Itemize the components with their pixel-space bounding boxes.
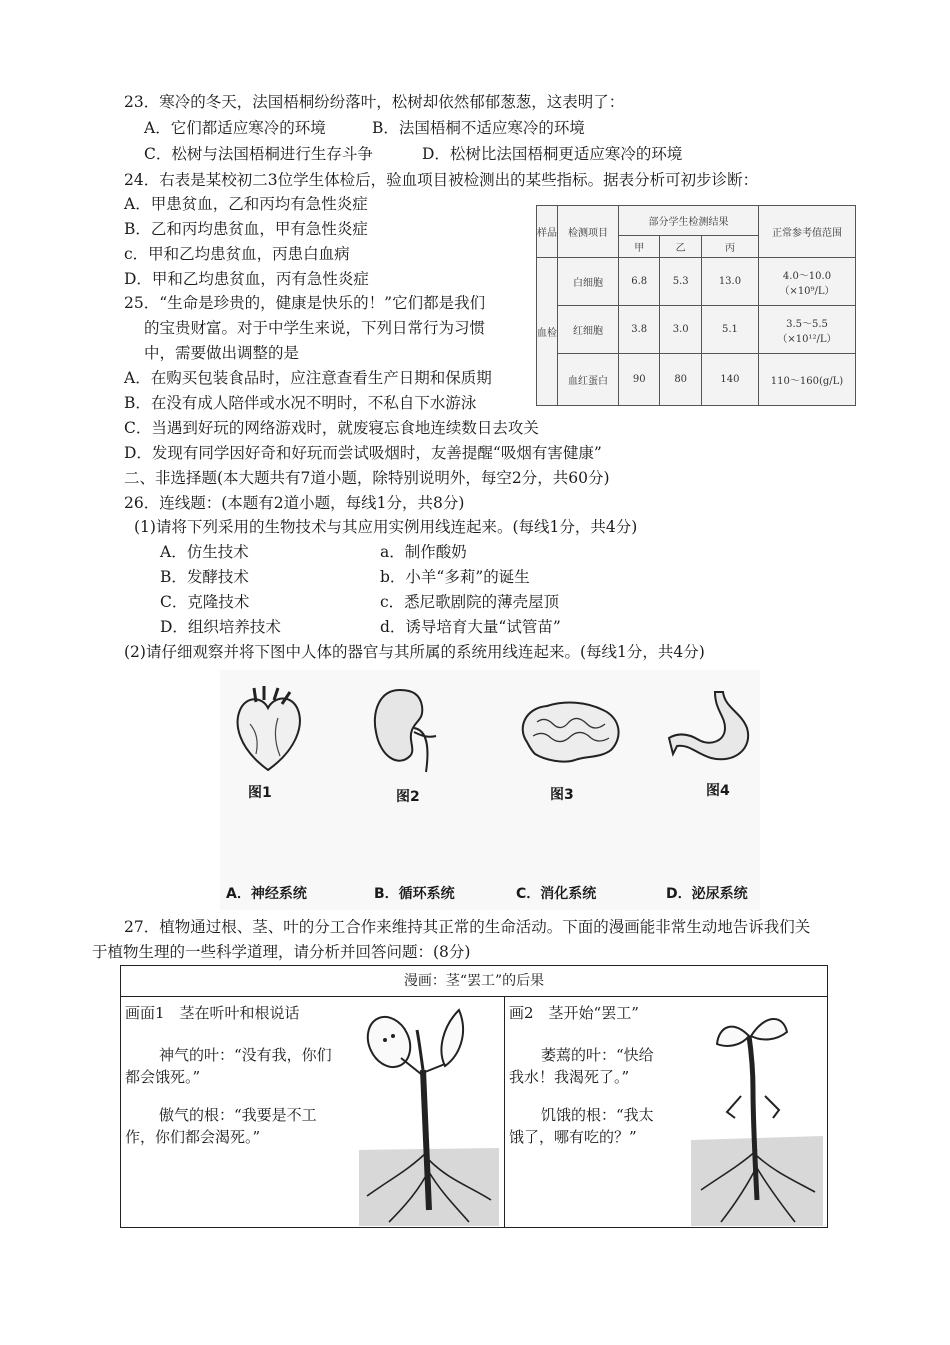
comic-divider <box>504 996 505 1228</box>
ref-value: 4.0～10.0 <box>782 270 832 282</box>
ref-value: 3.5～5.5 <box>786 318 828 330</box>
q25-option-d: D．发现有同学因好奇和好玩而尝试吸烟时，友善提醒“吸烟有害健康” <box>124 444 602 462</box>
q24-stem: 24．右表是某校初二3位学生体检后，验血项目被检测出的某些指标。据表分析可初步诊断： <box>124 171 759 189</box>
th-results: 部分学生检测结果 <box>619 206 759 236</box>
th-ref: 正常参考值范围 <box>759 206 856 258</box>
row-name: 红细胞 <box>558 306 619 354</box>
q26-left-d: D．组织培养技术 <box>160 618 281 636</box>
cell-yi: 80 <box>660 354 701 406</box>
cell-jia: 90 <box>619 354 660 406</box>
row-name: 血红蛋白 <box>558 354 619 406</box>
cell-jia: 6.8 <box>619 258 660 306</box>
figure-2-label: 图2 <box>396 789 420 805</box>
q25-option-b: B．在没有成人陪伴或水况不明时，不私自下水游泳 <box>124 394 477 412</box>
panel1-line2: 都会饿死。” <box>125 1068 201 1086</box>
stomach-icon <box>665 688 755 768</box>
th-item: 检测项目 <box>558 206 619 258</box>
th-sample: 样品 <box>537 206 558 258</box>
q23-stem: 23．寒冷的冬天，法国梧桐纷纷落叶，松树却依然郁郁葱葱，这表明了： <box>124 93 625 111</box>
cell-ref <box>759 258 856 306</box>
cell-bing: 140 <box>701 354 758 406</box>
cell-yi: 5.3 <box>660 258 701 306</box>
panel2-line4: 饿了，哪有吃的？” <box>509 1128 637 1146</box>
q23-option-a: A．它们都适应寒冷的环境 <box>144 119 326 137</box>
q25-stem-line3: 中，需要做出调整的是 <box>144 344 300 362</box>
system-b-label: B．循环系统 <box>374 886 455 902</box>
th-yi: 乙 <box>660 236 701 258</box>
q23-option-d: D．松树比法国梧桐更适应寒冷的环境 <box>422 145 683 163</box>
proud-plant-illustration <box>359 1000 499 1226</box>
cell-yi: 3.0 <box>660 306 701 354</box>
q27-stem-line2: 于植物生理的一些科学道理，请分析并回答问题：(8分) <box>92 943 471 961</box>
q24-option-b: B．乙和丙均患贫血，甲有急性炎症 <box>124 220 368 238</box>
q23-option-c: C．松树与法国梧桐进行生存斗争 <box>144 145 373 163</box>
q25-stem-line1: 25．“生命是珍贵的，健康是快乐的！”它们都是我们 <box>124 294 486 312</box>
q23-option-b: B．法国梧桐不适应寒冷的环境 <box>372 119 585 137</box>
q24-option-d: D．甲和乙均患贫血，丙有急性炎症 <box>124 270 369 288</box>
panel1-line4: 作，你们都会渴死。” <box>125 1128 261 1146</box>
q26-right-c: c．悉尼歌剧院的薄壳屋顶 <box>380 593 560 611</box>
q26-sub1: (1)请将下列采用的生物技术与其应用实例用线连起来。(每线1分，共4分) <box>134 518 638 536</box>
cell-ref: 110～160(g/L) <box>759 354 856 406</box>
cell-jia: 3.8 <box>619 306 660 354</box>
brain-icon <box>515 698 625 768</box>
row-name: 白细胞 <box>558 258 619 306</box>
figure-1-label: 图1 <box>248 785 272 801</box>
system-c-label: C．消化系统 <box>516 886 597 902</box>
blood-test-table <box>536 205 856 406</box>
panel1-line1: 神气的叶：“没有我，你们 <box>159 1046 332 1064</box>
figure-3-label: 图3 <box>550 787 574 803</box>
cell-ref <box>759 306 856 354</box>
q26-right-b: b．小羊“多莉”的诞生 <box>380 568 530 586</box>
ref-unit: （×10¹²/L） <box>777 333 837 345</box>
kidney-icon <box>370 684 440 774</box>
comic-title: 漫画：茎“罢工”的后果 <box>121 966 827 997</box>
comic-box <box>120 965 828 1228</box>
system-a-label: A．神经系统 <box>226 886 307 902</box>
cell-bing: 5.1 <box>701 306 758 354</box>
heart-icon <box>228 684 308 774</box>
panel2-line3: 饥饿的根：“我太 <box>541 1106 654 1124</box>
q26-left-b: B．发酵技术 <box>160 568 249 586</box>
th-jia: 甲 <box>619 236 660 258</box>
q25-stem-line2: 的宝贵财富。对于中学生来说，下列日常行为习惯 <box>144 319 486 337</box>
q26-right-a: a．制作酸奶 <box>380 543 467 561</box>
group-label: 血检 <box>537 258 558 406</box>
q25-option-a: A．在购买包装食品时，应注意查看生产日期和保质期 <box>124 369 492 387</box>
q27-stem-line1: 27．植物通过根、茎、叶的分工合作来维持其正常的生命活动。下面的漫画能非常生动地告诉我们关 <box>124 918 811 936</box>
q26-stem: 26．连线题：(本题有2道小题，每线1分，共8分) <box>124 494 465 512</box>
q26-right-d: d．诱导培育大量“试管苗” <box>380 618 561 636</box>
wilted-plant-illustration <box>691 1000 823 1226</box>
q26-left-c: C．克隆技术 <box>160 593 250 611</box>
panel2-heading: 画2 茎开始“罢工” <box>509 1004 639 1022</box>
ref-unit: （×10⁹/L） <box>779 285 835 297</box>
panel1-heading: 画面1 茎在听叶和根说话 <box>125 1004 300 1022</box>
th-bing: 丙 <box>701 236 758 258</box>
q26-left-a: A．仿生技术 <box>160 543 249 561</box>
system-d-label: D．泌尿系统 <box>666 886 748 902</box>
section-2-heading: 二、非选择题(本大题共有7道小题，除特别说明外，每空2分，共60分) <box>124 469 610 487</box>
q26-sub2: (2)请仔细观察并将下图中人体的器官与其所属的系统用线连起来。(每线1分，共4分) <box>124 643 705 661</box>
q24-option-c: c．甲和乙均患贫血，丙患白血病 <box>124 245 350 263</box>
figure-4-label: 图4 <box>706 783 730 799</box>
panel2-line1: 萎蔫的叶：“快给 <box>541 1046 654 1064</box>
panel2-line2: 我水！我渴死了。” <box>509 1068 630 1086</box>
q24-option-a: A．甲患贫血，乙和丙均有急性炎症 <box>124 195 368 213</box>
cell-bing: 13.0 <box>701 258 758 306</box>
organ-figure <box>220 670 760 910</box>
panel1-line3: 傲气的根：“我要是不工 <box>159 1106 317 1124</box>
q25-option-c: C．当遇到好玩的网络游戏时，就废寝忘食地连续数日去攻关 <box>124 419 539 437</box>
